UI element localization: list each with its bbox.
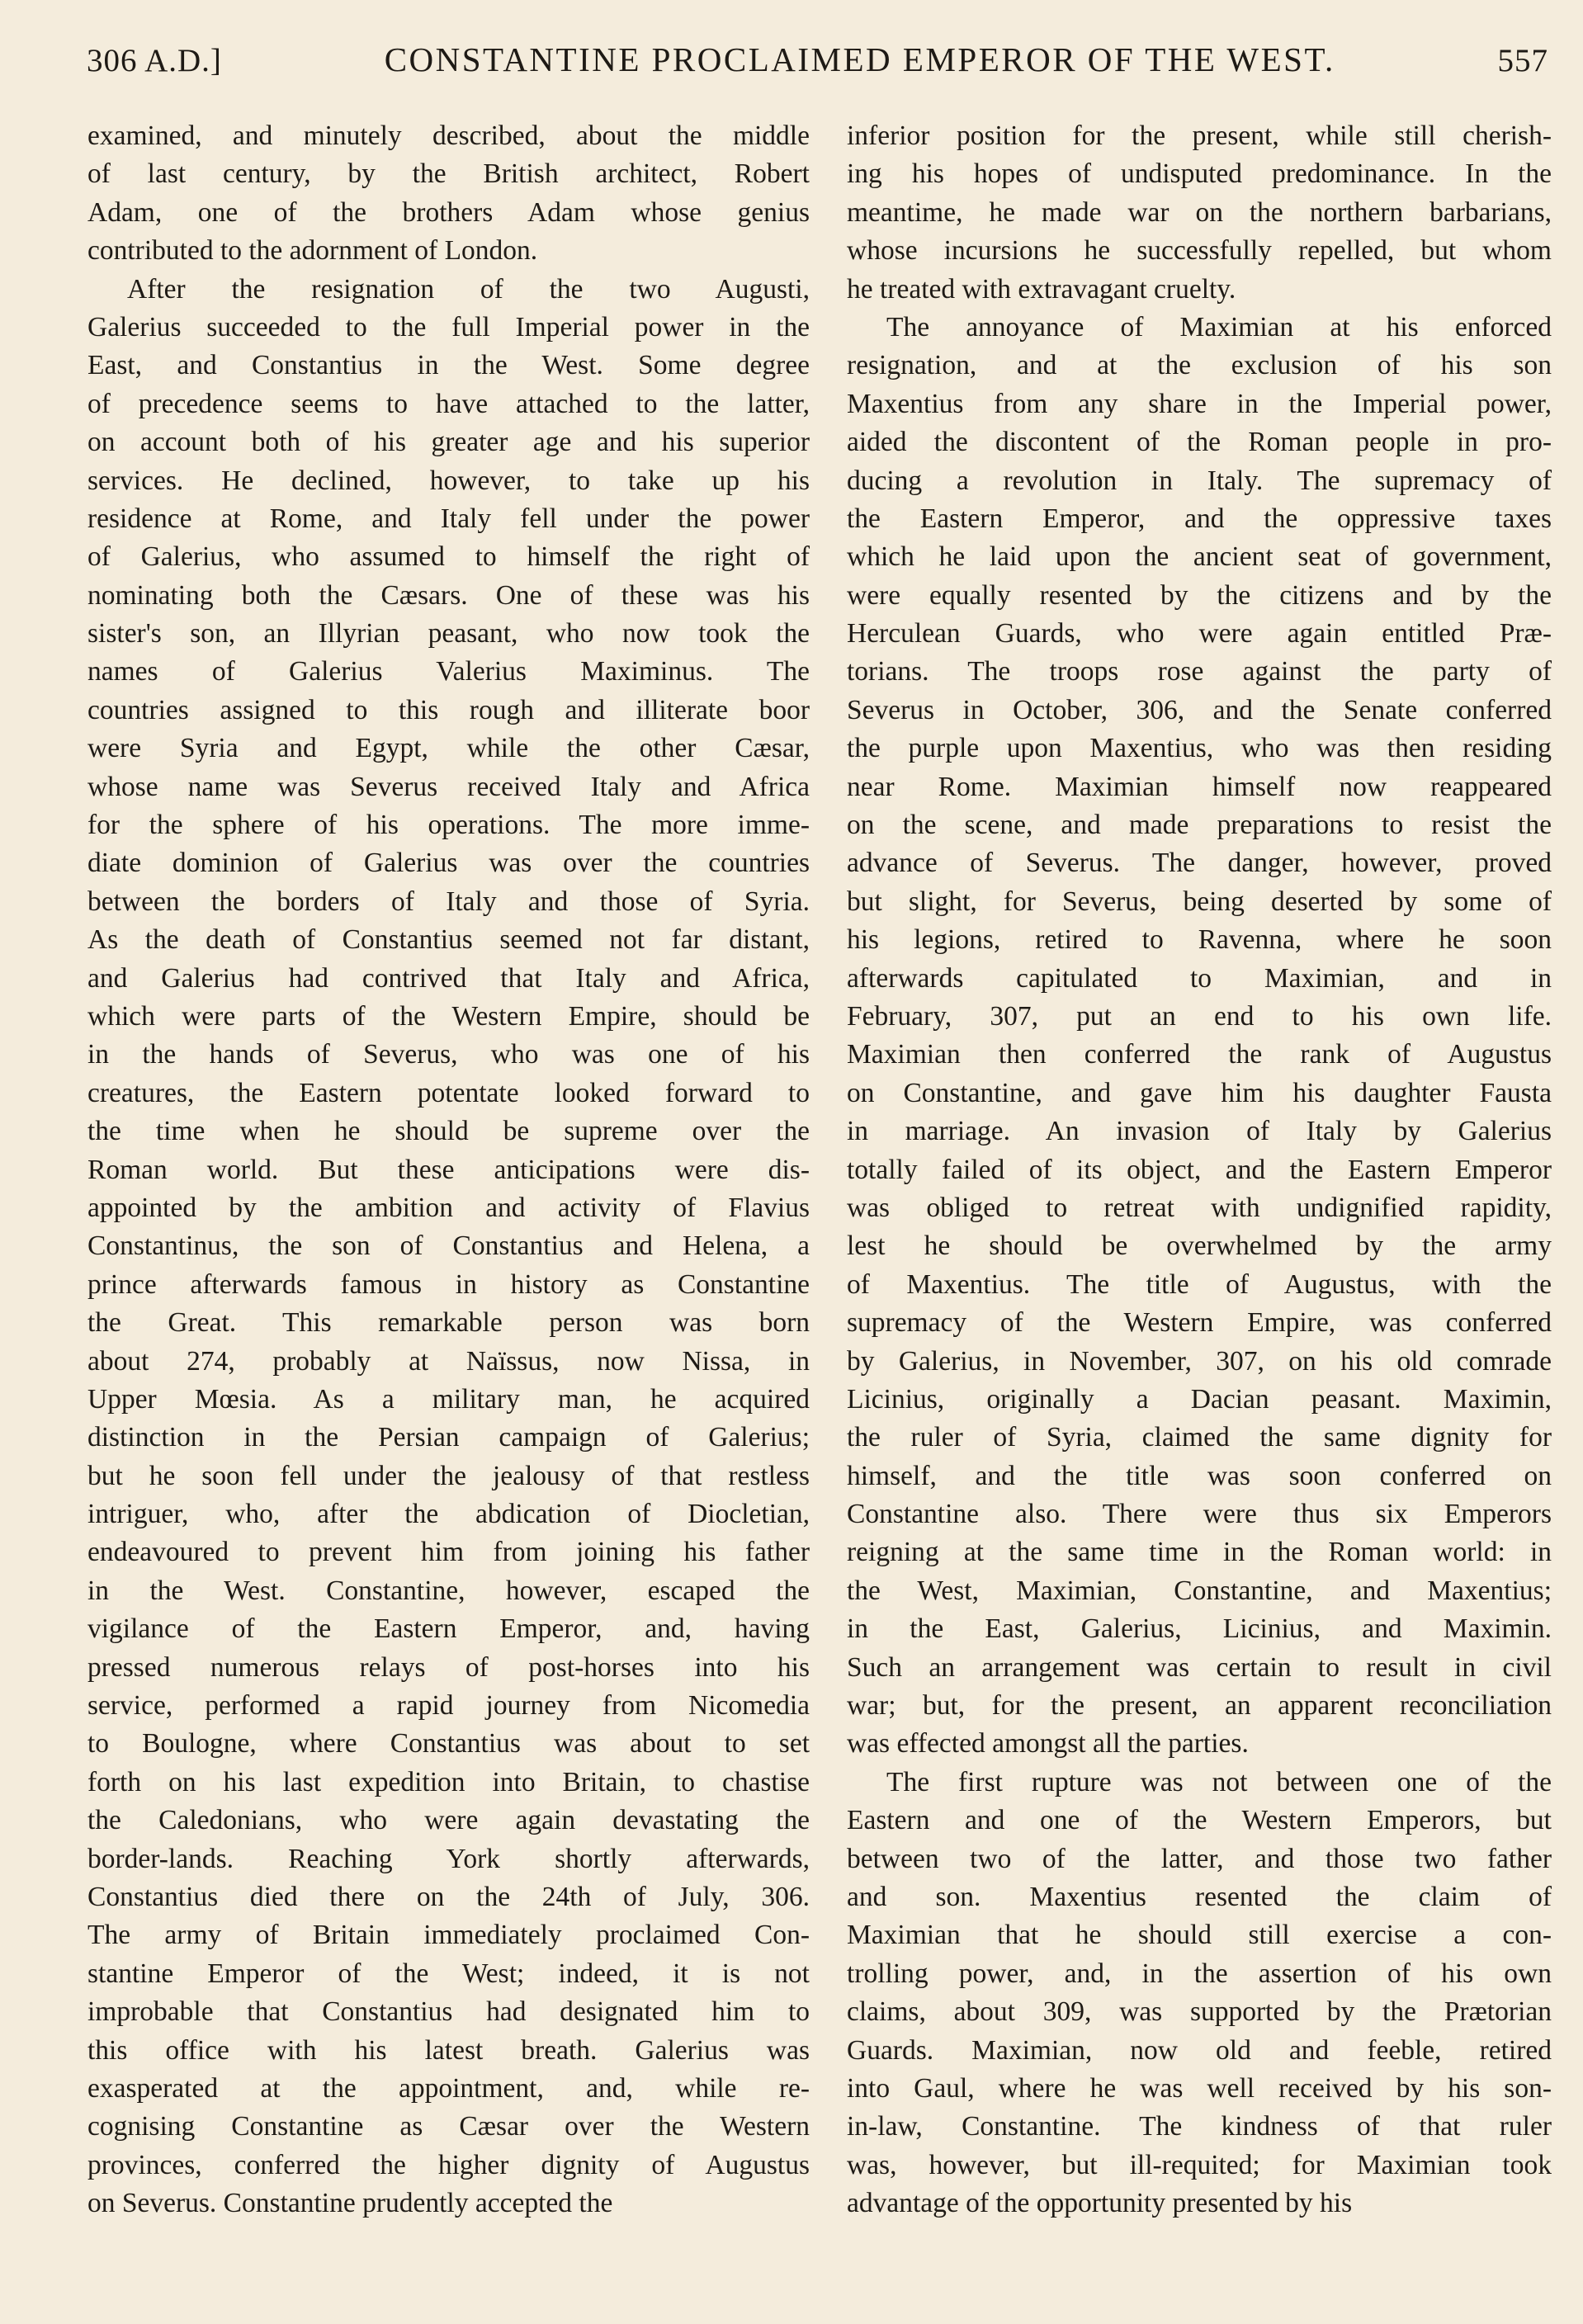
text-line: were Syria and Egypt, while the other Cæsar,: [87, 733, 810, 764]
text-line: Constantius died there on the 24th of July, 306.: [87, 1881, 810, 1912]
header-date: 306 A.D.]: [87, 43, 222, 78]
text-line: provinces, conferred the higher dignity of Augustus: [87, 2149, 810, 2180]
text-line: The army of Britain immediately proclaimed Con-: [87, 1920, 810, 1951]
running-header: [87, 40, 1548, 89]
text-line: Constantinus, the son of Constantius and Helena, a: [87, 1230, 810, 1262]
text-line: on Constantine, and gave him his daughter Fausta: [847, 1077, 1552, 1108]
text-line: Roman world. But these anticipations were dis-: [87, 1154, 810, 1185]
text-line: meantime, he made war on the northern barbarians,: [847, 196, 1552, 228]
text-line: creatures, the Eastern potentate looked forward to: [87, 1077, 810, 1108]
text-line: but he soon fell under the jealousy of that restless: [87, 1460, 810, 1491]
text-line: sister's son, an Illyrian peasant, who now took the: [87, 618, 810, 649]
text-line: this office with his latest breath. Galerius was: [87, 2034, 810, 2066]
text-line: The first rupture was not between one of the: [886, 1766, 1552, 1797]
left-column: [87, 117, 810, 2222]
page-number: 557: [1497, 43, 1548, 78]
text-line: on account both of his greater age and his superior: [87, 427, 810, 458]
text-line: diate dominion of Galerius was over the countries: [87, 848, 810, 879]
text-line: exasperated at the appointment, and, while re-: [87, 2072, 810, 2104]
text-line: reigning at the same time in the Roman world: in: [847, 1537, 1552, 1568]
text-line: himself, and the title was soon conferred on: [847, 1460, 1552, 1491]
text-line: war; but, for the present, an apparent reconciliation: [847, 1690, 1552, 1722]
text-line: was, however, but ill-requited; for Maximian took: [847, 2149, 1552, 2180]
text-line: Maxentius from any share in the Imperial power,: [847, 388, 1552, 419]
paragraph: [87, 271, 810, 2223]
text-line: was obliged to retreat with undignified rapidity,: [847, 1192, 1552, 1223]
text-line: into Gaul, where he was well received by his son-: [847, 2072, 1552, 2104]
header-title: CONSTANTINE PROCLAIMED EMPEROR OF THE WEST.: [384, 40, 1335, 78]
text-line: of Galerius, who assumed to himself the right of: [87, 541, 810, 573]
text-line: whose name was Severus received Italy and Africa: [87, 771, 810, 802]
text-line: Severus in October, 306, and the Senate conferred: [847, 694, 1552, 725]
text-line: near Rome. Maximian himself now reappeared: [847, 771, 1552, 802]
text-line: services. He declined, however, to take up his: [87, 465, 810, 496]
text-line: and son. Maxentius resented the claim of: [847, 1881, 1552, 1912]
text-line: in the West. Constantine, however, escaped the: [87, 1575, 810, 1606]
text-line: residence at Rome, and Italy fell under the power: [87, 503, 810, 534]
text-line: on Severus. Constantine prudently accepted the: [87, 2188, 613, 2219]
text-line: intriguer, who, after the abdication of Diocletian,: [87, 1499, 810, 1530]
text-line: in the East, Galerius, Licinius, and Maximin.: [847, 1613, 1552, 1645]
text-line: and Galerius had contrived that Italy and Africa,: [87, 962, 810, 994]
text-line: about 274, probably at Naïssus, now Nissa, in: [87, 1345, 810, 1377]
text-line: advantage of the opportunity presented by his: [847, 2188, 1353, 2219]
text-line: but slight, for Severus, being deserted by some of: [847, 886, 1552, 917]
text-line: Licinius, originally a Dacian peasant. Maximin,: [847, 1383, 1552, 1415]
text-line: between the borders of Italy and those of Syria.: [87, 886, 810, 917]
text-line: vigilance of the Eastern Emperor, and, having: [87, 1613, 810, 1645]
paragraph: [847, 309, 1552, 1764]
text-line: the West, Maximian, Constantine, and Maxentius;: [847, 1575, 1552, 1606]
text-line: claims, about 309, was supported by the Prætorian: [847, 1996, 1552, 2028]
text-line: endeavoured to prevent him from joining his father: [87, 1537, 810, 1568]
text-line: service, performed a rapid journey from Nicomedia: [87, 1690, 810, 1722]
text-line: countries assigned to this rough and illiterate boor: [87, 694, 810, 725]
text-line: cognising Constantine as Cæsar over the Western: [87, 2111, 810, 2142]
text-line: by Galerius, in November, 307, on his old comrade: [847, 1345, 1552, 1377]
text-line: which were parts of the Western Empire, should be: [87, 1000, 810, 1032]
text-line: lest he should be overwhelmed by the army: [847, 1230, 1552, 1262]
text-line: East, and Constantius in the West. Some degree: [87, 350, 810, 381]
text-line: Such an arrangement was certain to result in civil: [847, 1651, 1552, 1683]
text-line: between two of the latter, and those two father: [847, 1843, 1552, 1874]
text-line: Adam, one of the brothers Adam whose genius: [87, 196, 810, 228]
text-line: advance of Severus. The danger, however, proved: [847, 848, 1552, 879]
text-line: examined, and minutely described, about the middle: [87, 120, 810, 151]
text-line: of precedence seems to have attached to the latter,: [87, 388, 810, 419]
text-line: pressed numerous relays of post-horses into his: [87, 1651, 810, 1683]
text-line: nominating both the Cæsars. One of these was his: [87, 579, 810, 611]
text-line: As the death of Constantius seemed not far distant,: [87, 924, 810, 956]
text-line: February, 307, put an end to his own life.: [847, 1000, 1552, 1032]
text-line: distinction in the Persian campaign of Galerius;: [87, 1422, 810, 1453]
text-line: stantine Emperor of the West; indeed, it is not: [87, 1958, 810, 1989]
text-line: Maximian that he should still exercise a con-: [847, 1920, 1552, 1951]
text-line: resignation, and at the exclusion of his son: [847, 350, 1552, 381]
text-line: totally failed of its object, and the Eastern Emperor: [847, 1154, 1552, 1185]
text-line: Maximian then conferred the rank of Augustus: [847, 1039, 1552, 1070]
text-line: in marriage. An invasion of Italy by Galerius: [847, 1116, 1552, 1147]
text-line: to Boulogne, where Constantius was about to set: [87, 1728, 810, 1760]
text-line: Guards. Maximian, now old and feeble, retired: [847, 2034, 1552, 2066]
text-line: he treated with extravagant cruelty.: [847, 273, 1236, 305]
text-line: The annoyance of Maximian at his enforced: [886, 311, 1552, 342]
text-line: was effected amongst all the parties.: [847, 1728, 1249, 1760]
text-line: the Great. This remarkable person was born: [87, 1307, 810, 1339]
text-line: inferior position for the present, while still cherish-: [847, 120, 1552, 151]
paragraph: [87, 117, 810, 271]
text-line: improbable that Constantius had designated him to: [87, 1996, 810, 2028]
text-line: Upper Mœsia. As a military man, he acquired: [87, 1383, 810, 1415]
text-line: prince afterwards famous in history as Constantine: [87, 1268, 810, 1300]
text-line: were equally resented by the citizens and by the: [847, 579, 1552, 611]
text-line: Galerius succeeded to the full Imperial power in the: [87, 311, 810, 342]
text-line: the Eastern Emperor, and the oppressive taxes: [847, 503, 1552, 534]
text-line: of Maxentius. The title of Augustus, with the: [847, 1268, 1552, 1300]
text-line: aided the discontent of the Roman people in pro-: [847, 427, 1552, 458]
text-line: ducing a revolution in Italy. The supremacy of: [847, 465, 1552, 496]
text-line: Constantine also. There were thus six Emperors: [847, 1499, 1552, 1530]
text-line: the Caledonians, who were again devastating the: [87, 1805, 810, 1836]
text-line: whose incursions he successfully repelled, but whom: [847, 235, 1552, 267]
text-line: the time when he should be supreme over the: [87, 1116, 810, 1147]
text-line: for the sphere of his operations. The more imme-: [87, 810, 810, 841]
text-line: the purple upon Maxentius, who was then residing: [847, 733, 1552, 764]
text-line: in the hands of Severus, who was one of his: [87, 1039, 810, 1070]
text-line: Eastern and one of the Western Emperors, but: [847, 1805, 1552, 1836]
text-line: afterwards capitulated to Maximian, and in: [847, 962, 1552, 994]
text-line: border-lands. Reaching York shortly afterwards,: [87, 1843, 810, 1874]
text-line: forth on his last expedition into Britain, to chastise: [87, 1766, 810, 1797]
right-column: [847, 117, 1552, 2222]
text-line: Herculean Guards, who were again entitled Præ-: [847, 618, 1552, 649]
text-line: his legions, retired to Ravenna, where he soon: [847, 924, 1552, 956]
text-line: appointed by the ambition and activity of Flavius: [87, 1192, 810, 1223]
text-line: ing his hopes of undisputed predominance. In the: [847, 158, 1552, 190]
text-line: After the resignation of the two Augusti,: [127, 273, 810, 305]
text-line: torians. The troops rose against the party of: [847, 656, 1552, 687]
text-line: contributed to the adornment of London.: [87, 235, 538, 267]
text-line: on the scene, and made preparations to resist the: [847, 810, 1552, 841]
text-line: trolling power, and, in the assertion of his own: [847, 1958, 1552, 1989]
paragraph: [847, 1764, 1552, 2223]
text-line: the ruler of Syria, claimed the same dignity for: [847, 1422, 1552, 1453]
text-line: which he laid upon the ancient seat of government,: [847, 541, 1552, 573]
text-line: names of Galerius Valerius Maximinus. The: [87, 656, 810, 687]
text-line: supremacy of the Western Empire, was conferred: [847, 1307, 1552, 1339]
text-line: of last century, by the British architect, Robert: [87, 158, 810, 190]
paragraph: [847, 117, 1552, 309]
text-line: in-law, Constantine. The kindness of that ruler: [847, 2111, 1552, 2142]
